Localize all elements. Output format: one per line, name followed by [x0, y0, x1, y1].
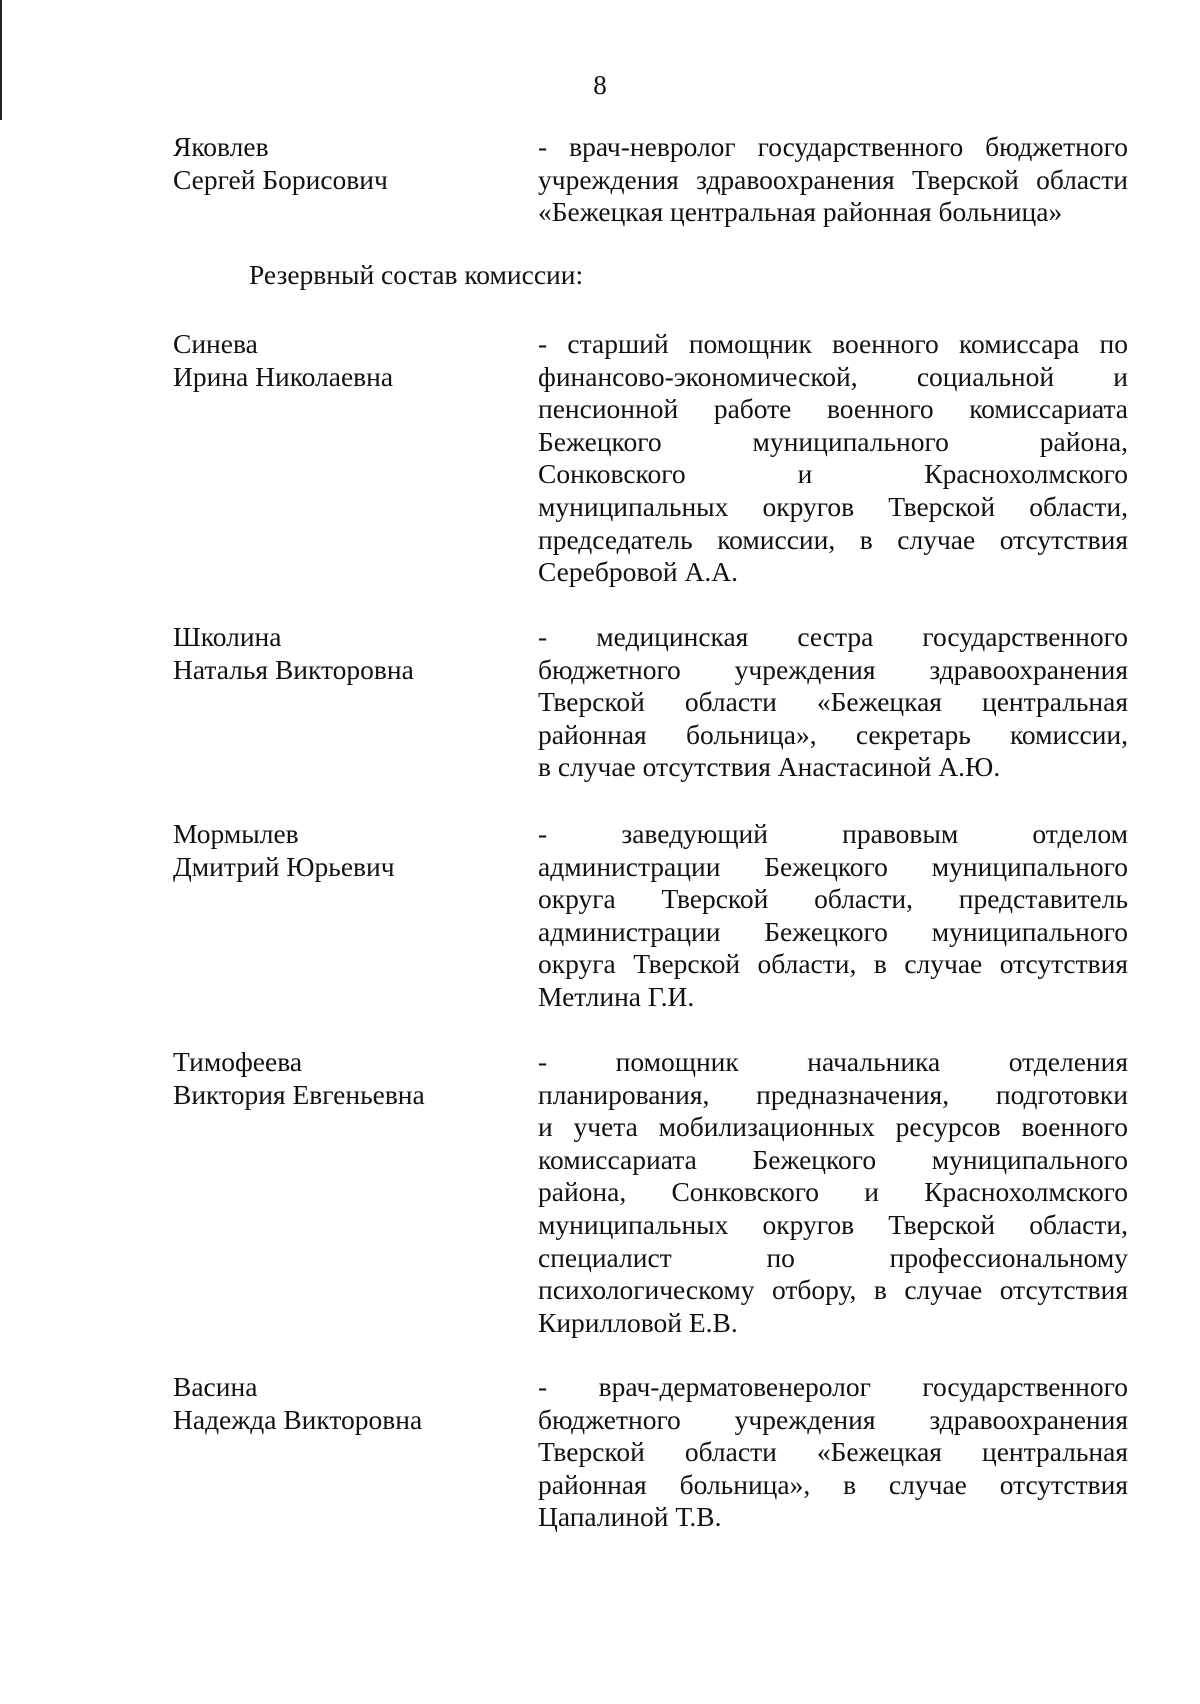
member-name [173, 131, 503, 196]
position-line: Бежецкого муниципального района, [538, 425, 1128, 457]
member-name [173, 1046, 503, 1111]
position-line: Тверской области «Бежецкая центральная [538, 686, 1128, 718]
member-position [538, 131, 1128, 229]
position-line: финансово-экономической, социальной и [538, 360, 1128, 392]
member-position [538, 1046, 1128, 1339]
member-surname: Тимофеева [173, 1046, 303, 1077]
position-line: Серебровой А.А. [538, 556, 738, 588]
section-title: Резервный состав комиссии: [249, 259, 584, 290]
position-line: - врач-дерматовенеролог государственного [538, 1371, 1128, 1402]
position-line: администрации Бежецкого муниципального [538, 850, 1128, 882]
member-given-names: Дмитрий Юрьевич [173, 850, 395, 882]
position-line: районная больница», секретарь комиссии, [538, 718, 1128, 750]
position-line: Сонковского и Краснохолмского [538, 458, 1128, 490]
member-given-names: Виктория Евгеньевна [173, 1078, 425, 1110]
member-name [173, 1371, 503, 1436]
position-line: психологическому отбору, в случае отсутствия [538, 1274, 1128, 1306]
member-position [538, 1371, 1128, 1534]
position-line: «Бежецкая центральная районная больница» [538, 196, 1063, 228]
member-name [173, 818, 503, 883]
position-line: муниципальных округов Тверской области, [538, 1208, 1128, 1240]
scan-edge-line [0, 0, 2, 120]
member-given-names: Сергей Борисович [173, 163, 388, 195]
position-line: муниципальных округов Тверской области, [538, 490, 1128, 522]
position-line: в случае отсутствия Анастасиной А.Ю. [538, 751, 1001, 783]
position-line: округа Тверской области, представитель [538, 883, 1128, 915]
position-line: - заведующий правовым отделом [538, 818, 1128, 849]
position-line: планирования, предназначения, подготовки [538, 1078, 1128, 1110]
position-line: специалист по профессиональному [538, 1241, 1128, 1273]
member-surname: Мормылев [173, 818, 299, 849]
position-line: и учета мобилизационных ресурсов военного [538, 1111, 1128, 1143]
position-line: администрации Бежецкого муниципального [538, 915, 1128, 947]
position-line: районная больница», в случае отсутствия [538, 1468, 1128, 1500]
position-line: района, Сонковского и Краснохолмского [538, 1176, 1128, 1208]
member-surname: Синева [173, 328, 258, 359]
position-line: - старший помощник военного комиссара по [538, 328, 1128, 359]
member-position [538, 328, 1128, 589]
member-given-names: Ирина Николаевна [173, 360, 394, 392]
position-line: Цапалиной Т.В. [538, 1501, 722, 1533]
position-line: комиссариата Бежецкого муниципального [538, 1143, 1128, 1175]
position-line: Кирилловой Е.В. [538, 1306, 738, 1338]
position-line: учреждения здравоохранения Тверской области [538, 163, 1128, 195]
member-given-names: Надежда Викторовна [173, 1403, 423, 1435]
member-name [173, 328, 503, 393]
position-line: бюджетного учреждения здравоохранения [538, 1403, 1128, 1435]
member-surname: Яковлев [173, 131, 269, 162]
position-line: председатель комиссии, в случае отсутствия [538, 523, 1128, 555]
member-surname: Васина [173, 1371, 258, 1402]
member-surname: Школина [173, 621, 282, 652]
member-name [173, 621, 503, 686]
member-position [538, 818, 1128, 1014]
position-line: - помощник начальника отделения [538, 1046, 1128, 1077]
position-line: округа Тверской области, в случае отсутствия [538, 948, 1128, 980]
position-line: Метлина Г.И. [538, 980, 695, 1012]
page-number: 8 [593, 70, 607, 100]
position-line: - врач-невролог государственного бюджетного [538, 131, 1128, 162]
position-line: бюджетного учреждения здравоохранения [538, 653, 1128, 685]
position-line: пенсионной работе военного комиссариата [538, 393, 1128, 425]
position-line: Тверской области «Бежецкая центральная [538, 1436, 1128, 1468]
member-given-names: Наталья Викторовна [173, 653, 414, 685]
position-line: - медицинская сестра государственного [538, 621, 1128, 652]
member-position [538, 621, 1128, 784]
